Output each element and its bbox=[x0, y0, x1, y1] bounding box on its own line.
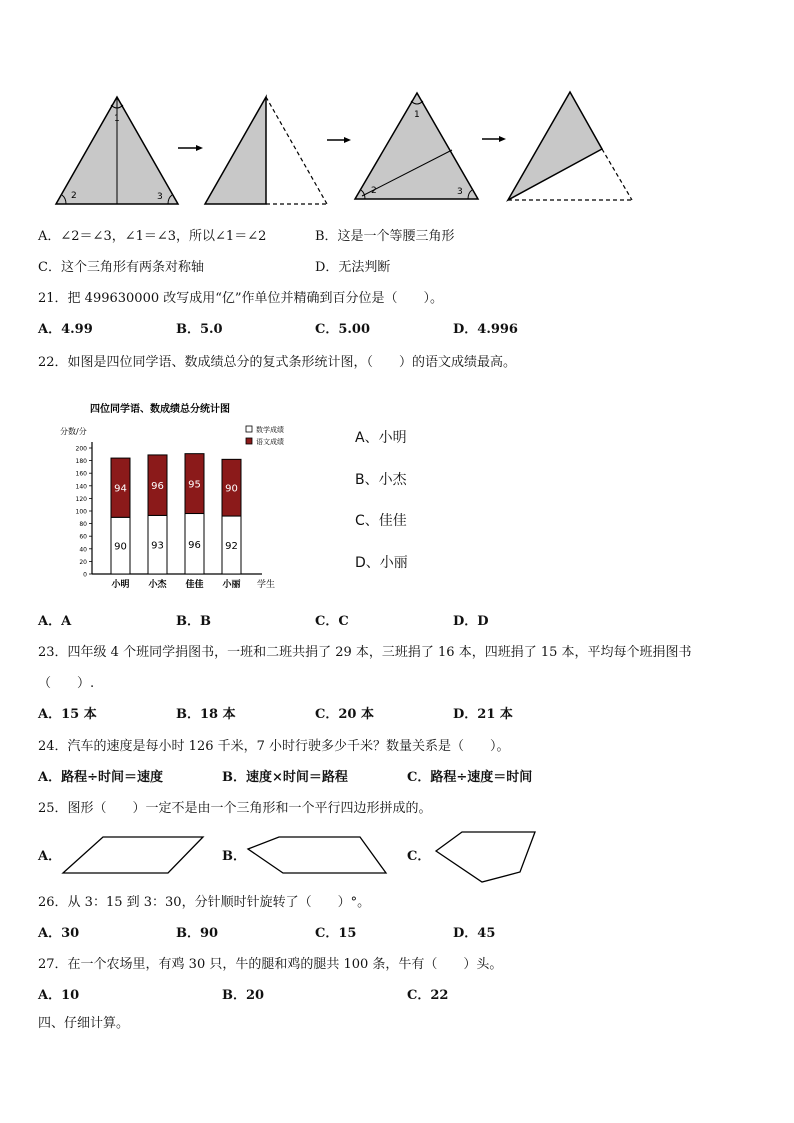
q23-option-a[interactable]: A．15 本 bbox=[38, 707, 97, 722]
shape-b-hexagon bbox=[248, 837, 386, 873]
q21-option-c[interactable]: C．5.00 bbox=[315, 322, 371, 337]
q26-option-c[interactable]: C．15 bbox=[315, 926, 357, 941]
svg-text:1: 1 bbox=[414, 110, 420, 120]
q20-option-b[interactable]: B．这是一个等腰三角形 bbox=[315, 229, 455, 244]
legend-swatch-0 bbox=[246, 426, 252, 432]
arrow-icon bbox=[196, 145, 203, 151]
q25-stem: 25．图形（ ）一定不是由一个三角形和一个平行四边形拼成的。 bbox=[38, 801, 432, 816]
y-tick-label: 20 bbox=[79, 558, 87, 566]
bar-chart bbox=[60, 396, 320, 596]
q27-option-c[interactable]: C．22 bbox=[407, 988, 449, 1003]
angle-1-label: 1 bbox=[114, 114, 120, 124]
triangle-2 bbox=[205, 97, 266, 204]
arrow-icon bbox=[344, 137, 351, 143]
bar-label-math-1: 93 bbox=[151, 540, 164, 552]
q20-option-d[interactable]: D．无法判断 bbox=[315, 260, 391, 275]
angle-3-label: 3 bbox=[157, 192, 163, 202]
q23-stem: 23．四年级 4 个班同学捐图书，一班和二班共捐了 29 本，三班捐了 16 本，四班捐了 15 本，平均每个班捐图书 bbox=[38, 645, 692, 660]
q22-side-option-d[interactable]: D、小丽 bbox=[355, 555, 408, 571]
q22-side-option-b[interactable]: B、小杰 bbox=[355, 472, 407, 488]
x-tick-label: 小杰 bbox=[148, 580, 167, 590]
triangle-4 bbox=[508, 92, 602, 200]
y-tick-label: 100 bbox=[75, 508, 87, 516]
x-axis-label: 学生 bbox=[257, 580, 276, 590]
shape-c-pentagon bbox=[436, 832, 535, 882]
q27-stem: 27．在一个农场里，有鸡 30 只，牛的腿和鸡的腿共 100 条，牛有（ ）头。 bbox=[38, 957, 503, 972]
y-tick-label: 160 bbox=[75, 470, 87, 478]
q27-option-a[interactable]: A．10 bbox=[38, 988, 80, 1003]
q26-option-a[interactable]: A．30 bbox=[38, 926, 80, 941]
q23-stem-cont: （ ）. bbox=[38, 676, 95, 691]
legend-label-0: 数学成绩 bbox=[256, 426, 284, 434]
q25-option-b[interactable]: B． bbox=[222, 849, 246, 864]
q26-option-b[interactable]: B．90 bbox=[176, 926, 219, 941]
q23-option-b[interactable]: B．18 本 bbox=[176, 707, 236, 722]
q25-option-a[interactable]: A． bbox=[38, 849, 62, 864]
angle-2-label: 2 bbox=[71, 191, 77, 201]
bar-label-math-3: 92 bbox=[225, 541, 238, 553]
shape-figures bbox=[0, 825, 794, 895]
bar-label-chinese-3: 90 bbox=[225, 483, 238, 495]
triangle-3 bbox=[355, 93, 478, 199]
y-tick-label: 80 bbox=[79, 521, 87, 529]
q24-option-a[interactable]: A．路程÷时间＝速度 bbox=[38, 770, 163, 785]
y-tick-label: 200 bbox=[75, 445, 87, 453]
q20-option-a[interactable]: A．∠2＝∠3，∠1＝∠3，所以∠1＝∠2 bbox=[38, 229, 267, 244]
section-heading: 四、仔细计算。 bbox=[38, 1016, 130, 1031]
q21-option-a[interactable]: A．4.99 bbox=[38, 322, 93, 337]
bar-label-chinese-0: 94 bbox=[114, 483, 127, 495]
q22-stem: 22．如图是四位同学语、数成绩总分的复式条形统计图，（ ）的语文成绩最高。 bbox=[38, 355, 517, 370]
q24-option-c[interactable]: C．路程÷速度＝时间 bbox=[407, 770, 533, 785]
x-tick-label: 小明 bbox=[111, 580, 130, 590]
q22-option-b[interactable]: B．B bbox=[176, 614, 211, 629]
q24-option-b[interactable]: B．速度×时间＝路程 bbox=[222, 770, 348, 785]
q26-stem: 26．从 3：15 到 3：30，分针顺时针旋转了（ ）°。 bbox=[38, 895, 371, 910]
q21-option-d[interactable]: D．4.996 bbox=[453, 322, 518, 337]
x-tick-label: 小丽 bbox=[222, 580, 241, 590]
x-tick-label: 佳佳 bbox=[185, 580, 204, 590]
q26-option-d[interactable]: D．45 bbox=[453, 926, 496, 941]
q20-option-c[interactable]: C．这个三角形有两条对称轴 bbox=[38, 260, 204, 275]
chart-title: 四位同学语、数成绩总分统计图 bbox=[90, 404, 230, 415]
q21-option-b[interactable]: B．5.0 bbox=[176, 322, 223, 337]
legend-swatch-1 bbox=[246, 438, 252, 444]
svg-text:2: 2 bbox=[371, 186, 377, 196]
q25-option-c[interactable]: C． bbox=[407, 849, 431, 864]
arrow-icon bbox=[499, 136, 506, 142]
shape-a-parallelogram bbox=[63, 837, 203, 873]
q23-option-d[interactable]: D．21 本 bbox=[453, 707, 513, 722]
q22-side-option-c[interactable]: C、佳佳 bbox=[355, 513, 407, 529]
y-axis-label: 分数/分 bbox=[60, 427, 87, 436]
q22-side-option-a[interactable]: A、小明 bbox=[355, 430, 407, 446]
triangle-figure-sequence bbox=[0, 0, 794, 220]
bar-label-math-2: 96 bbox=[188, 539, 201, 551]
y-tick-label: 0 bbox=[83, 571, 87, 579]
q23-option-c[interactable]: C．20 本 bbox=[315, 707, 374, 722]
q27-option-b[interactable]: B．20 bbox=[222, 988, 265, 1003]
y-tick-label: 60 bbox=[79, 533, 87, 541]
bar-label-chinese-2: 95 bbox=[188, 479, 201, 491]
svg-text:3: 3 bbox=[457, 187, 463, 197]
q22-option-c[interactable]: C．C bbox=[315, 614, 349, 629]
bar-label-chinese-1: 96 bbox=[151, 481, 164, 493]
bar-label-math-0: 90 bbox=[114, 541, 127, 553]
legend-label-1: 语文成绩 bbox=[256, 438, 284, 446]
y-tick-label: 180 bbox=[75, 458, 87, 466]
q24-stem: 24．汽车的速度是每小时 126 千米，7 小时行驶多少千米？数量关系是（ ）。 bbox=[38, 739, 510, 754]
q22-option-d[interactable]: D．D bbox=[453, 614, 489, 629]
q21-stem: 21．把 499630000 改写成用“亿”作单位并精确到百分位是（ ）。 bbox=[38, 291, 444, 306]
y-tick-label: 120 bbox=[75, 495, 87, 503]
y-tick-label: 40 bbox=[79, 546, 87, 554]
q22-option-a[interactable]: A．A bbox=[38, 614, 72, 629]
y-tick-label: 140 bbox=[75, 483, 87, 491]
